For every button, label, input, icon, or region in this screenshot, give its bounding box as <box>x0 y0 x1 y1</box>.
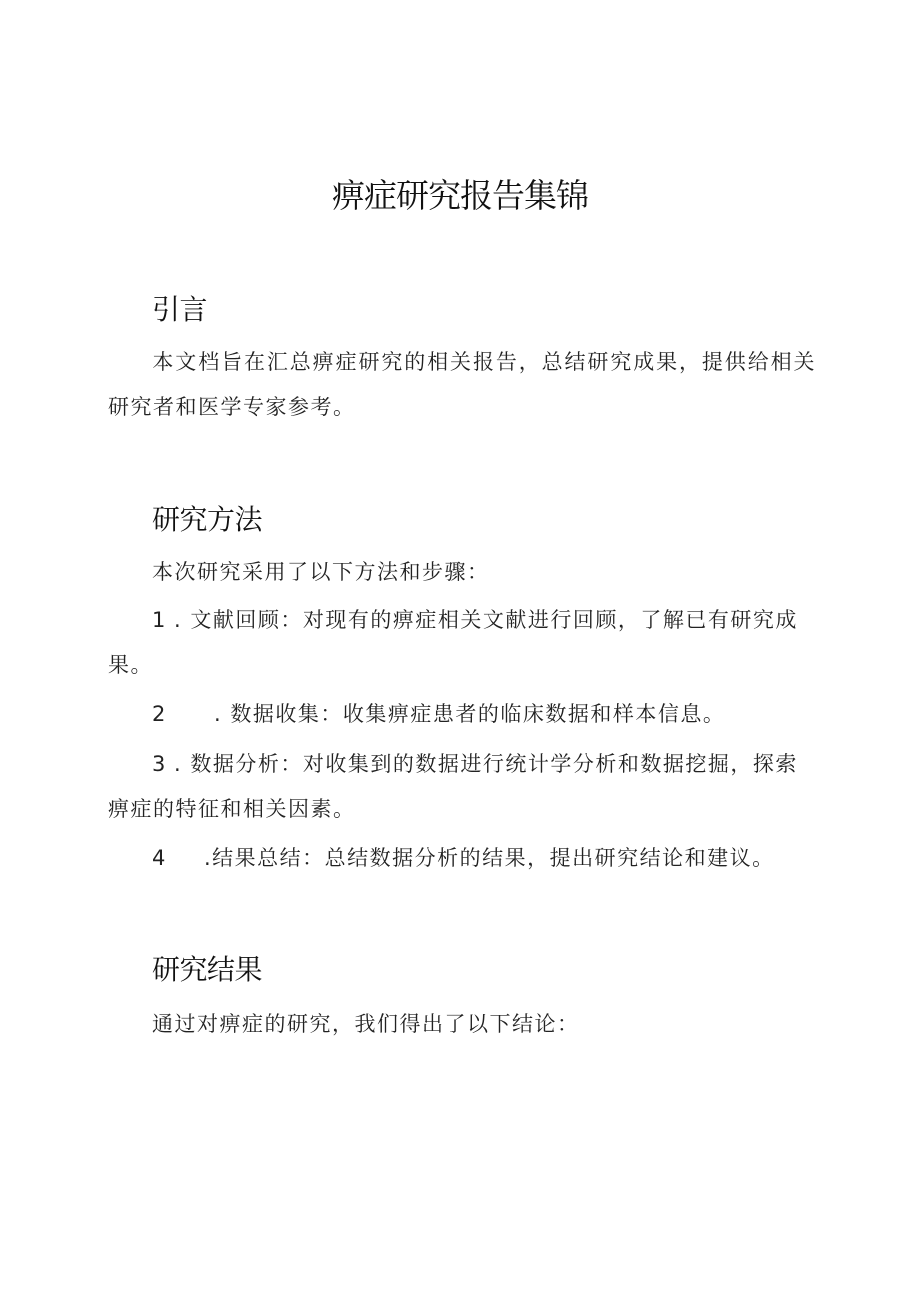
results-lead <box>108 1002 816 1047</box>
methods-lead-text: 本次研究采用了以下方法和步骤： <box>152 560 490 584</box>
section-heading-intro: 引言 <box>152 293 208 326</box>
method-step-number: 4 <box>152 846 167 870</box>
method-step-text: .结果总结：总结数据分析的结果，提出研究结论和建议。 <box>204 846 775 870</box>
methods-lead <box>108 550 816 595</box>
intro-paragraph-text: 本文档旨在汇总痹症研究的相关报告，总结研究成果，提供给相关研究者和医学专家参考。 <box>108 350 816 419</box>
method-step-1 <box>108 598 816 688</box>
method-step-2 <box>108 692 816 737</box>
method-step-text: . 数据分析：对收集到的数据进行统计学分析和数据挖掘，探索痹症的特征和相关因素。 <box>108 752 798 821</box>
method-step-number: 1 <box>152 608 167 632</box>
document-title: 痹症研究报告集锦 <box>332 176 588 215</box>
method-step-4 <box>108 836 816 881</box>
results-lead-text: 通过对痹症的研究，我们得出了以下结论： <box>152 1012 580 1036</box>
section-heading-methods: 研究方法 <box>152 503 263 536</box>
method-step-number: 3 <box>152 752 167 776</box>
method-step-number: 2 <box>152 702 167 726</box>
method-step-text: . 文献回顾：对现有的痹症相关文献进行回顾，了解已有研究成果。 <box>108 608 798 677</box>
method-step-text: . 数据收集：收集痹症患者的临床数据和样本信息。 <box>214 702 726 726</box>
method-step-3 <box>108 742 816 832</box>
intro-paragraph <box>108 340 816 430</box>
section-heading-results: 研究结果 <box>152 953 263 986</box>
